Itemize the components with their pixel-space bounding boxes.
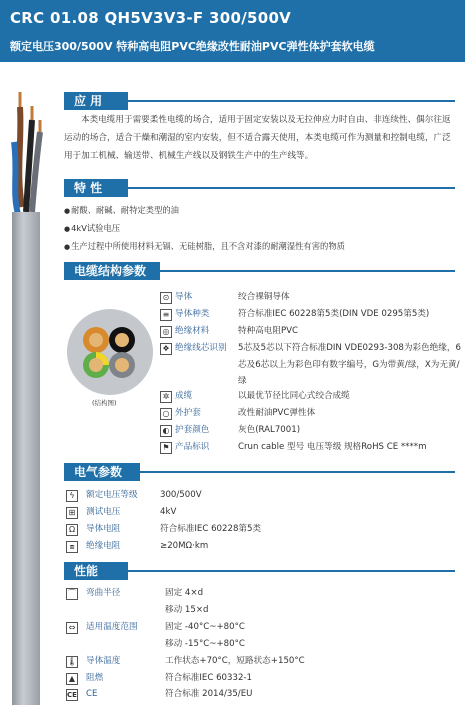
- row-label: 护套颜色: [175, 425, 210, 435]
- row-label: 产品标识: [175, 442, 210, 452]
- feature-item: ● 生产过程中所使用材料无镉、无硅树脂，且不含对漆的耐潮湿性有害的物质: [64, 237, 345, 255]
- stranding-icon: ✲: [160, 391, 172, 403]
- row-label: 导体温度: [86, 656, 121, 666]
- sheath-color-icon: ◐: [160, 425, 172, 437]
- row-value: 符合标准IEC 60228第5类: [160, 524, 262, 534]
- header-banner: [0, 0, 465, 62]
- voltage-icon: ϟ: [66, 490, 78, 502]
- feature-item: ● 4kV试验电压: [64, 219, 345, 237]
- core-identification-icon: ❖: [160, 343, 172, 355]
- feature-list: [64, 201, 345, 255]
- row-label: 额定电压等级: [86, 490, 138, 500]
- row-value: 5芯及5芯以下符合标准DIN VDE0293-308为彩色绝缘，6芯及6芯以上为彩色印有数字编号，G为带黄/绿，X为无黄/绿: [238, 343, 461, 386]
- row-label: CE: [86, 689, 98, 699]
- row-value: 工作状态+70°C，短路状态+150°C: [165, 656, 305, 666]
- bend-fixed-value: 固定 4×d: [165, 588, 204, 598]
- row-label: 适用温度范围: [86, 622, 138, 632]
- section-heading-electrical: 电气参数: [64, 463, 140, 481]
- row-value: 灰色(RAL7001): [238, 425, 301, 435]
- section-divider: [140, 471, 455, 473]
- core-brown: [19, 107, 22, 207]
- row-value: 绞合裸铜导体: [238, 292, 290, 302]
- test-voltage-icon: ⊞: [66, 507, 78, 519]
- row-value: 特种高电阻PVC: [238, 326, 299, 336]
- cable-sheath: [12, 212, 40, 705]
- temperature-range-icon: ⇔: [66, 622, 78, 634]
- row-label: 弯曲半径: [86, 588, 121, 598]
- product-title: CRC 01.08 QH5V3V3-F 300/500V: [10, 9, 292, 27]
- outer-sheath-icon: ○: [160, 408, 172, 420]
- row-value: 符合标准 2014/35/EU: [165, 689, 253, 699]
- section-heading-application: 应 用: [64, 92, 128, 110]
- row-value: 改性耐油PVC弹性体: [238, 408, 316, 418]
- flame-icon: ▲: [66, 673, 78, 685]
- diagram-sheath: [67, 309, 153, 395]
- row-label: 导体: [175, 292, 193, 302]
- row-value: ≥20MΩ·km: [160, 541, 209, 551]
- product-subtitle: 额定电压300/500V 特种高电阻PVC绝缘改性耐油PVC弹性体护套软电缆: [10, 40, 375, 53]
- core-blue: [14, 142, 18, 214]
- row-label: 绝缘材料: [175, 326, 210, 336]
- row-value: Crun cable 型号 电压等级 规格RoHS CE ****m: [238, 442, 427, 452]
- cable-illustration: [0, 62, 60, 705]
- row-value: 4kV: [160, 507, 177, 517]
- row-label: 成缆: [175, 391, 193, 401]
- section-heading-performance: 性能: [64, 562, 128, 580]
- bend-move-value: 移动 15×d: [165, 605, 209, 615]
- insulation-resistance-icon: ⧈: [66, 541, 78, 553]
- temp-move-value: 移动 -15°C~+80°C: [165, 639, 245, 649]
- row-value: 符合标准IEC 60332-1: [165, 673, 252, 683]
- row-label: 绝缘线芯识别: [175, 343, 227, 353]
- row-label: 测试电压: [86, 507, 121, 517]
- feature-item: ● 耐酸、耐碱、耐特定类型的油: [64, 201, 345, 219]
- product-marking-icon: ⚑: [160, 442, 172, 454]
- row-value: 300/500V: [160, 490, 202, 500]
- conductor-icon: ⊙: [160, 292, 172, 304]
- section-heading-structure: 电缆结构参数: [64, 262, 160, 280]
- cross-section-diagram: [64, 302, 156, 412]
- diagram-caption: (结构图): [92, 399, 117, 407]
- application-text: 本类电缆用于需要柔性电缆的场合，适用于固定安装以及无拉伸应力时自由、非连续性、偶尔往返运动的场合，适合干燥和潮湿的室内安装，但不适合露天使用，本类电缆可作为测量和控制电缆，广泛用于加工机械、输送带、机械生产线以及钢铁生产中的生产线等。: [64, 115, 451, 161]
- section-divider: [128, 100, 455, 102]
- row-label: 阻燃: [86, 673, 104, 683]
- row-label: 绝缘电阻: [86, 541, 121, 551]
- insulation-icon: ◎: [160, 326, 172, 338]
- ce-icon: CE: [67, 691, 77, 699]
- thermometer-icon: 🌡︎: [67, 657, 78, 666]
- row-label: 外护套: [175, 408, 201, 418]
- section-divider: [160, 270, 455, 272]
- section-divider: [128, 570, 455, 572]
- section-heading-features: 特 性: [64, 179, 128, 197]
- conductor-type-icon: ≡: [160, 309, 172, 321]
- row-label: 导体种类: [175, 309, 210, 319]
- temp-fixed-value: 固定 -40°C~+80°C: [165, 622, 245, 632]
- conductor-resistance-icon: Ω: [66, 524, 78, 536]
- row-value: 以最优节径比同心式绞合成缆: [238, 391, 350, 401]
- row-value: 符合标准IEC 60228第5类(DIN VDE 0295第5类): [238, 309, 430, 319]
- section-divider: [128, 187, 455, 189]
- row-label: 导体电阻: [86, 524, 121, 534]
- bend-radius-icon: ⌒: [68, 589, 76, 598]
